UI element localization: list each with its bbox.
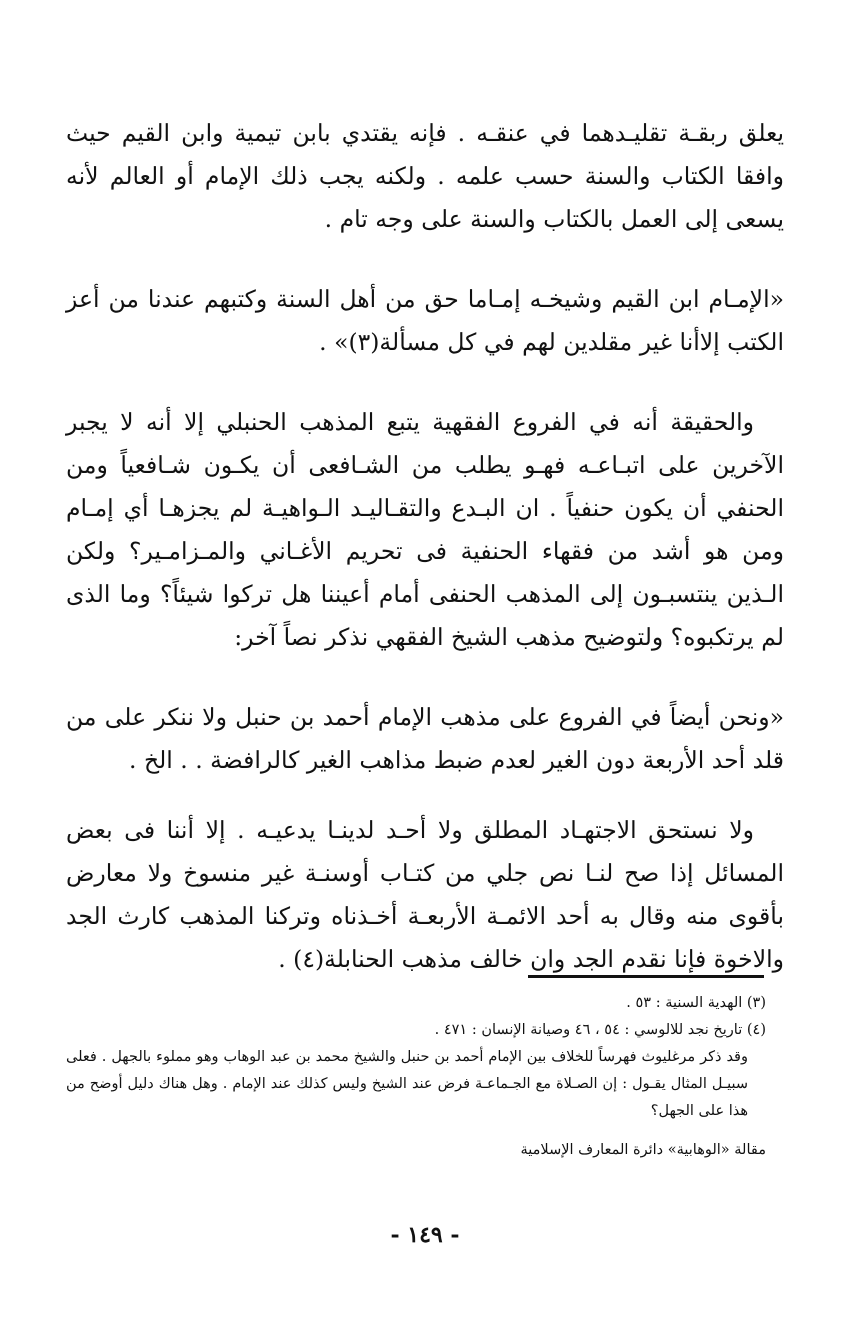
- page-number: - ١٤٩ -: [390, 1222, 460, 1248]
- body-paragraph-2-quote: «الإمـام ابن القيم وشيخـه إمـاما حق من أهل السنة وكتبهم عندنا من أعز الكتب إلاأنا غير مقلدين لهم في كل مسألة(٣)» .: [66, 285, 784, 356]
- paragraph-spacer: [66, 659, 784, 696]
- footnote-3: (٣) الهدية السنية : ٥٣ .: [626, 995, 766, 1011]
- paragraph-spacer: [66, 364, 784, 401]
- footnotes: [66, 990, 766, 1164]
- body-paragraph-1: يعلق ربقـة تقليـدهما في عنقـه . فإنه يقتدي بابن تيمية وابن القيم حيث وافقا الكتاب والسنة حسب علمه . ولكنه يجب ذلك الإمام أو العالم لأنه يسعى إلى العمل بالكتاب والسنة على وجه تام .: [66, 119, 784, 233]
- footnote-spacer: [66, 1125, 766, 1137]
- footnote-source: مقالة «الوهابية» دائرة المعارف الإسلامية: [520, 1142, 766, 1158]
- body-paragraph-5: ولا نستحق الاجتهـاد المطلق ولا أحـد لدينـا يدعيـه . إلا أننا فى بعض المسائل إذا صح لنـا نص جلي من كتـاب أوسنـة غير منسوخ ولا معارض بأقوى منه وقال به أحد الائمـة الأربعـة أخـذناه وتركنا المذهب كارث الجد والاخوة فإنا نقدم الجد وان خالف مذهب الحنابلة(٤) .: [66, 816, 784, 973]
- paragraph-spacer: [66, 241, 784, 278]
- paragraph-spacer: [66, 782, 784, 809]
- body-paragraph-3: والحقيقة أنه في الفروع الفقهية يتبع المذهب الحنبلي إلا أنه لا يجبر الآخرين على اتبـاعـه فهـو يطلب من الشـافعى أن يكـون شـافعياً ومن الحنفي أن يكون حنفياً . ان البـدع والتقـاليـد الـواهيـة لم يجزهـا أي إمـام ومن هو أشد من فقهاء الحنفية فى تحريم الأغـاني والمـزامـير؟ ولكن الـذين ينتسبـون إلى المذهب الحنفى أمام أعيننا هل تركوا شيئاً؟ وما الذى لم يرتكبوه؟ ولتوضيح مذهب الشيخ الفقهي نذكر نصاً آخر:: [66, 408, 784, 651]
- main-text: [66, 112, 784, 981]
- footnote-4-note: وقد ذكر مرغليوث فهرساً للخلاف بين الإمام أحمد بن حنبل والشيخ محمد بن عبد الوهاب وهو مملوء بالجهل . فعلى سبيـل المثال يقـول : إن الصـلاة مع الجـماعـة فرض عند الشيخ وليس كذلك عند الإمام . وهل هناك دليل أوضح من هذا على الجهل؟: [66, 1049, 748, 1119]
- footnote-separator: [528, 975, 764, 978]
- body-paragraph-4-quote: «ونحن أيضاً في الفروع على مذهب الإمام أحمد بن حنبل ولا ننكر على من قلد أحد الأربعة دون الغير لعدم ضبط مذاهب الغير كالرافضة . . الخ .: [66, 703, 784, 774]
- footnote-4: (٤) تاريخ نجد للالوسي : ٥٤ ، ٤٦ وصيانة الإنسان : ٤٧١ .: [434, 1022, 766, 1038]
